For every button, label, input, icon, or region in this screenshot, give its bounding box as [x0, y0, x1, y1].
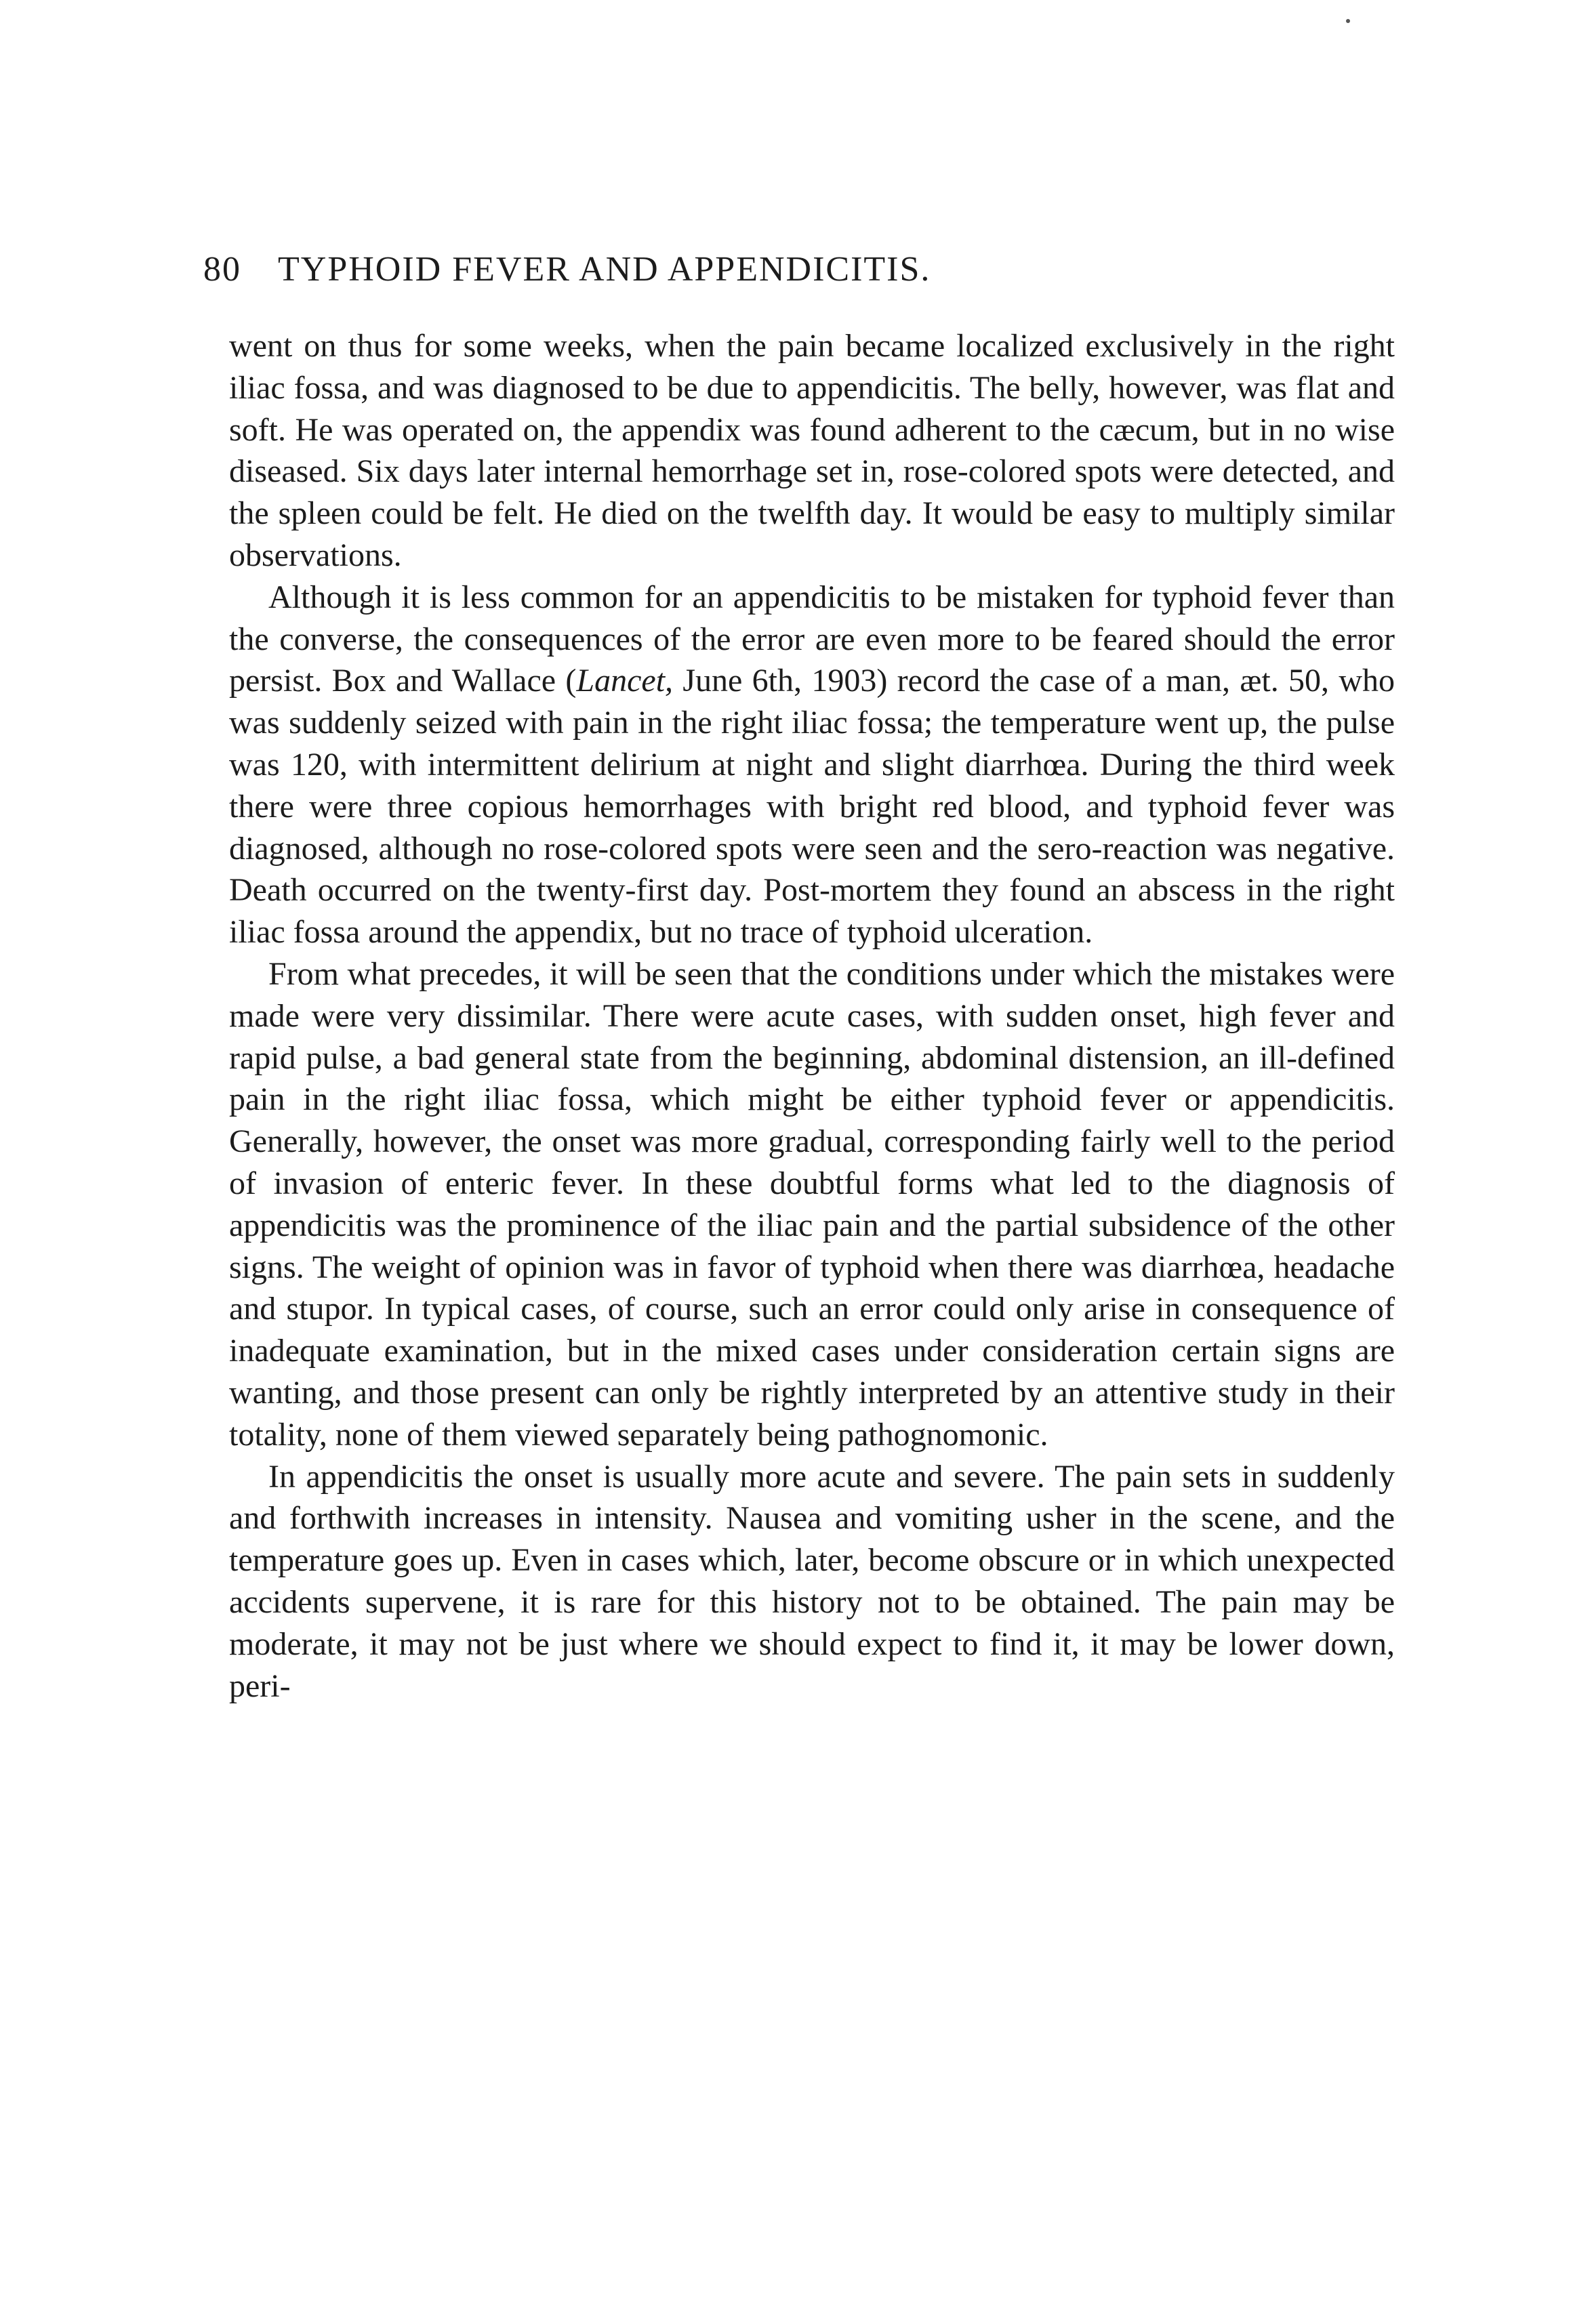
paragraph-onset: In appendicitis the onset is usually more acute and severe. The pain sets in suddenly and forthwith increases in intensity. Nausea and vomiting usher in the scene, and the temperature goes up. Even in cases which, later, become obscure or in which unexpected accidents supervene, it is rare for this history not to be obtained. The pain may be moderate, it may not be just where we should expect to find it, it may be lower down, peri-: [229, 1458, 1395, 1704]
body-text: [229, 325, 1395, 1707]
paragraph-conditions: From what precedes, it will be seen that the conditions under which the mistakes were made were very dissimilar. There were acute cases, with sudden onset, high fever and rapid pulse, a bad general state from the beginning, abdominal distension, an ill-defined pain in the right iliac fossa, which might be either typhoid fever or appendicitis. Generally, however, the onset was more gradual, corresponding fairly well to the period of invasion of enteric fever. In these doubtful forms what led to the diagnosis of appendicitis was the prominence of the iliac pain and the partial subsidence of the other signs. The weight of opinion was in favor of typhoid when there was diarrhœa, headache and stupor. In typical cases, of course, such an error could only arise in consequence of inadequate examination, but in the mixed cases under consideration certain signs are wanting, and those present can only be rightly interpreted by an attentive study in their totality, none of them viewed separately being pathognomonic.: [229, 955, 1395, 1453]
running-head: [203, 243, 1423, 297]
running-title: TYPHOID FEVER AND APPENDICITIS.: [278, 250, 931, 289]
journal-citation: Lancet,: [576, 663, 674, 699]
paragraph-continuation: went on thus for some weeks, when the pain became localized exclusively in the right iliac fossa, and was diagnosed to be due to appendicitis. The belly, however, was flat and soft. He was operated on, the appendix was found adherent to the cæcum, but in no wise diseased. Six days later internal hemorrhage set in, rose-colored spots were detected, and the spleen could be felt. He died on the twelfth day. It would be easy to multiply similar observations.: [229, 328, 1395, 573]
paragraph-box-wallace-case: [229, 577, 1395, 953]
paragraph-text-after-citation: June 6th, 1903) record the case of a man, æt. 50, who was suddenly seized with pain in the right iliac fossa; the temperature went up, the pulse was 120, with intermittent delirium at night and slight diarrhœa. During the third week there were three copious hemorrhages with bright red blood, and typhoid fever was diagnosed, although no rose-colored spots were seen and the sero-reaction was negative. Death occurred on the twenty-first day. Post-mortem they found an abscess in the right iliac fossa around the appendix, but no trace of typhoid ulceration.: [229, 663, 1395, 951]
paragraph-text-before-citation: Although it is less common for an appendicitis to be mistaken for typhoid fever than the converse, the consequences of the error are even more to be feared should the error persist. Box and Wallace (: [229, 579, 1395, 699]
page-number: 80: [203, 250, 241, 289]
margin-speck: [1346, 19, 1350, 23]
